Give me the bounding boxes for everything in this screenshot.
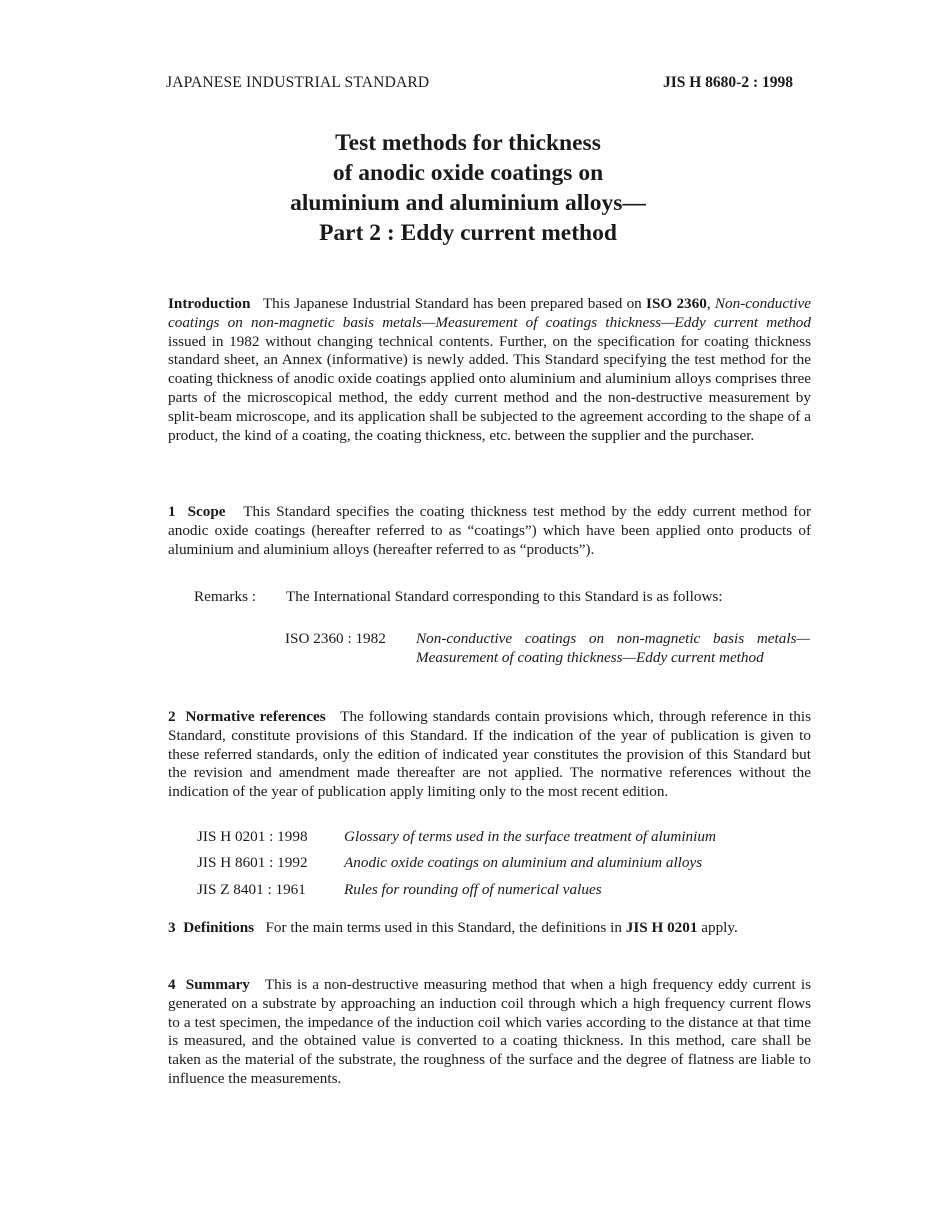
- introduction-text-continued: issued in 1982 without changing technical contents. Further, on the specification for coating thickness standard sheet, an Annex (informative) is newly added. This Standard specifying the test method for the coating thickness of anodic oxide coatings applied onto aluminium and aluminium alloys comprises three parts of the microscopical method, the eddy current method and the non-destructive measurement by split-beam microscope, and its application shall be subjected to the agreement according to the shape of a product, the kind of a coating, the coating thickness, etc. between the supplier and the purchaser.: [168, 332, 811, 444]
- title-line: Part 2 : Eddy current method: [319, 220, 617, 246]
- scope-section: [168, 503, 811, 559]
- normative-paragraph: [168, 708, 811, 802]
- reference-item: [197, 828, 716, 846]
- introduction-text: This Japanese Industrial Standard has been prepared based on: [262, 295, 642, 312]
- definitions-paragraph: [168, 919, 811, 938]
- document-title: [0, 128, 950, 248]
- definitions-section: [168, 919, 811, 938]
- summary-paragraph: [168, 976, 811, 1089]
- remarks-iso-code: ISO 2360 : 1982: [285, 630, 386, 647]
- introduction-separator: ,: [706, 295, 711, 312]
- normative-number: 2: [168, 708, 176, 725]
- scope-text: This Standard specifies the coating thickness test method by the eddy current method for anodic oxide coatings (hereafter referred to as “coatings”) which have been applied onto products of aluminium and aluminium alloys (hereafter referred to as “products”).: [168, 503, 811, 558]
- reference-code: JIS H 8601 : 1992: [197, 854, 308, 871]
- header-standard-name: JAPANESE INDUSTRIAL STANDARD: [166, 74, 430, 91]
- introduction-iso-title: Non-conductive coatings on non-magnetic basis metals—Measurement of coatings thickness—Eddy current method: [168, 295, 812, 331]
- normative-references-section: [168, 708, 811, 802]
- reference-code: JIS Z 8401 : 1961: [197, 881, 306, 898]
- introduction-iso-ref: ISO 2360: [646, 295, 707, 312]
- remarks-text: The International Standard corresponding to this Standard is as follows:: [286, 588, 723, 605]
- header-standard-number: JIS H 8680-2 : 1998: [662, 74, 793, 91]
- introduction-heading: Introduction: [168, 295, 251, 312]
- summary-heading: Summary: [185, 976, 250, 993]
- definitions-jis-ref: JIS H 0201: [625, 919, 698, 936]
- reference-code: JIS H 0201 : 1998: [197, 828, 308, 845]
- reference-title: Anodic oxide coatings on aluminium and aluminium alloys: [344, 854, 703, 871]
- reference-item: [197, 854, 702, 872]
- introduction-paragraph: [168, 295, 811, 445]
- introduction-section: [168, 295, 811, 445]
- reference-title: Rules for rounding off of numerical values: [344, 881, 602, 898]
- title-line: Test methods for thickness: [335, 130, 601, 156]
- definitions-number: 3: [168, 919, 176, 936]
- remarks-label: Remarks :: [194, 588, 257, 605]
- summary-section: [168, 976, 811, 1089]
- definitions-heading: Definitions: [183, 919, 255, 936]
- remarks-iso-title: Non-conductive coatings on non-magnetic basis metals—Measurement of coating thickness—Eddy current method: [416, 630, 810, 666]
- title-line: of anodic oxide coatings on: [332, 160, 604, 186]
- normative-heading: Normative references: [185, 708, 326, 725]
- scope-number: 1: [168, 503, 176, 520]
- scope-heading: Scope: [187, 503, 226, 520]
- definitions-text-end: apply.: [701, 919, 738, 936]
- normative-text: The following standards contain provisions which, through reference in this Standard, constitute provisions of this Standard. If the indication of the year of publication is given to these referred standards, only the edition of indicated year constitutes the provision of this Standard but the revision and amendment made thereafter are not applied. The normative references without the indication of the year of publication apply limiting only to the most recent edition.: [168, 708, 811, 801]
- title-line: aluminium and aluminium alloys—: [290, 190, 646, 216]
- reference-item: [197, 881, 602, 899]
- definitions-text: For the main terms used in this Standard, the definitions in: [265, 919, 622, 936]
- reference-title: Glossary of terms used in the surface treatment of aluminium: [344, 828, 716, 845]
- summary-number: 4: [168, 976, 176, 993]
- scope-paragraph: [168, 503, 811, 559]
- summary-text: This is a non-destructive measuring method that when a high frequency eddy current is generated on a substrate by approaching an induction coil through which a high frequency current flows to a test specimen, the impedance of the induction coil which varies according to the distance at that time is measured, and the obtained value is converted to a coating thickness. In this method, care shall be taken as the material of the substrate, the roughness of the surface and the degree of flatness are liable to influence the measurements.: [168, 976, 811, 1087]
